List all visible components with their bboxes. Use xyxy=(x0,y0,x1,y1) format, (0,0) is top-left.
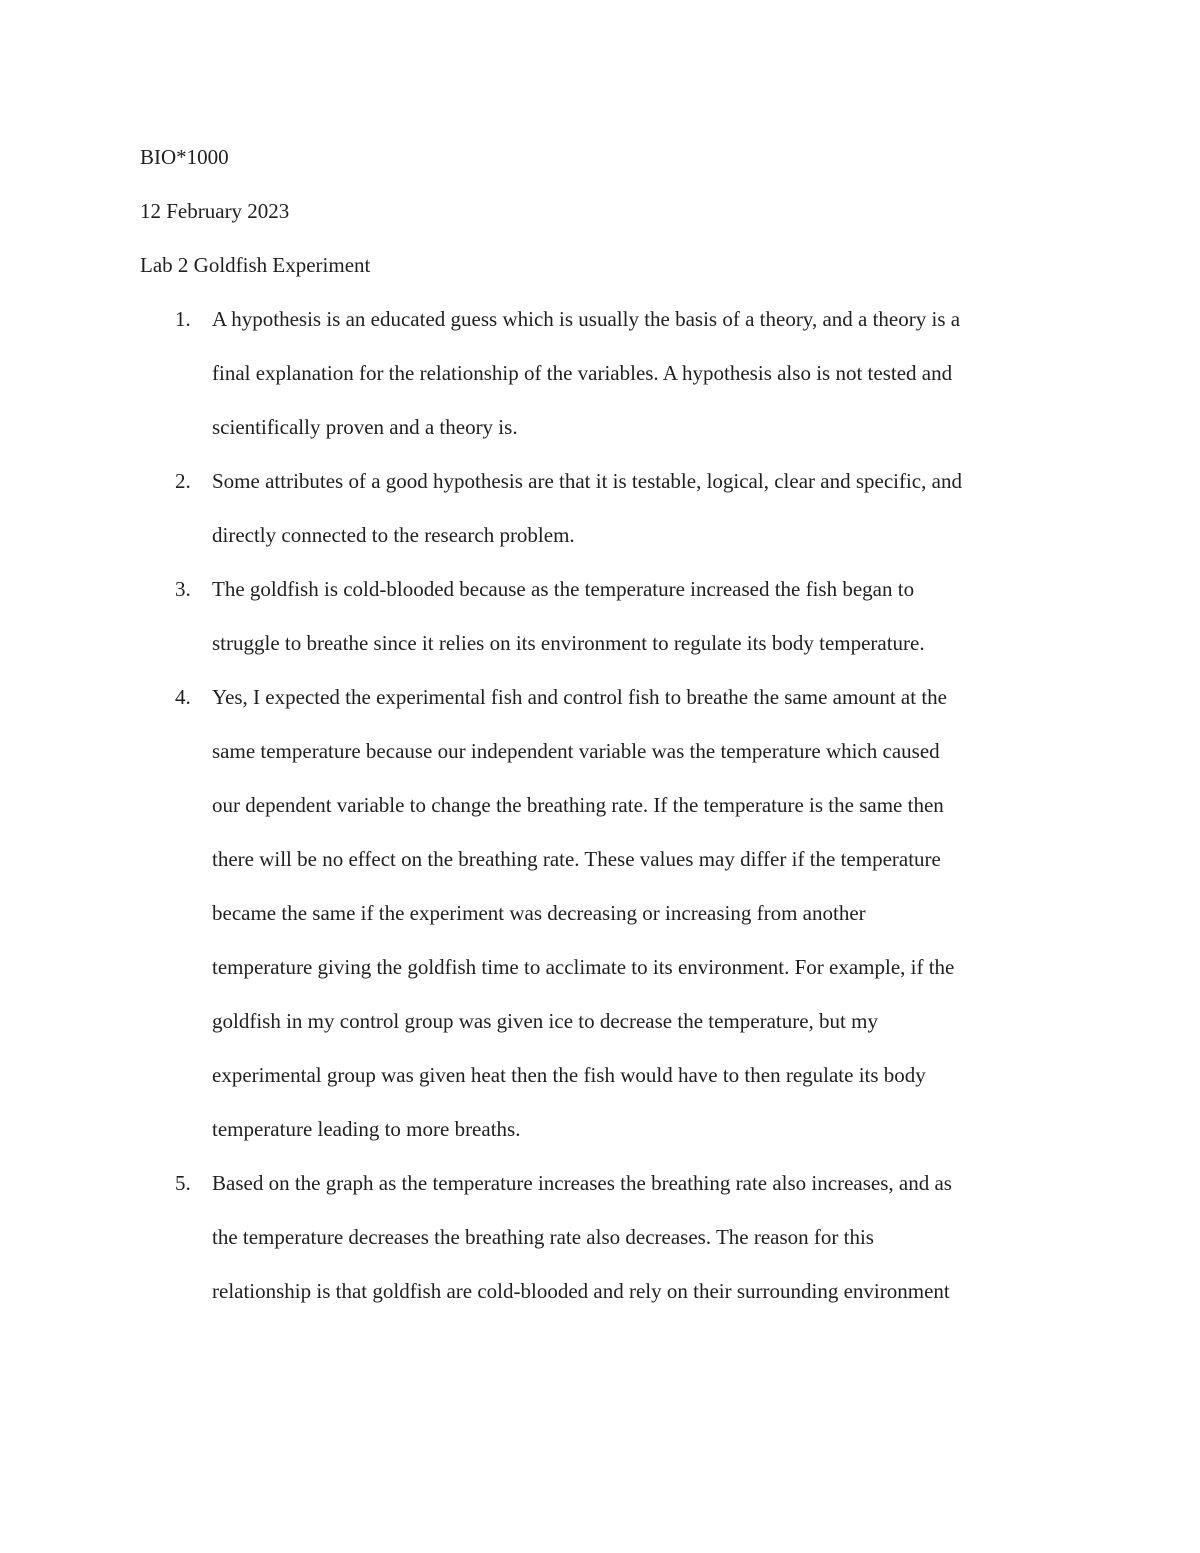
answer-line: temperature leading to more breaths. xyxy=(212,1117,521,1141)
answer-number: 2. xyxy=(175,469,191,493)
answer-line: experimental group was given heat then the fish would have to then regulate its body xyxy=(212,1063,926,1087)
document-date: 12 February 2023 xyxy=(140,199,290,223)
answer-number: 4. xyxy=(175,685,191,709)
answer-line: directly connected to the research problem. xyxy=(212,523,575,547)
answer-line: the temperature decreases the breathing rate also decreases. The reason for this xyxy=(212,1225,874,1249)
answer-line: relationship is that goldfish are cold-blooded and rely on their surrounding environment xyxy=(212,1279,950,1303)
answer-list xyxy=(140,292,1060,1318)
answer-line: Yes, I expected the experimental fish and control fish to breathe the same amount at the xyxy=(212,685,947,709)
answer-line: Some attributes of a good hypothesis are that it is testable, logical, clear and specific, and xyxy=(212,469,962,493)
answer-item-3 xyxy=(140,562,1060,670)
course-code: BIO*1000 xyxy=(140,145,229,169)
answer-line: became the same if the experiment was decreasing or increasing from another xyxy=(212,901,866,925)
answer-number: 1. xyxy=(175,307,191,331)
document-title: Lab 2 Goldfish Experiment xyxy=(140,253,371,277)
answer-line: struggle to breathe since it relies on its environment to regulate its body temperature. xyxy=(212,631,925,655)
answer-line: same temperature because our independent variable was the temperature which caused xyxy=(212,739,940,763)
answer-number: 3. xyxy=(175,577,191,601)
answer-text xyxy=(212,562,1060,670)
answer-line: Based on the graph as the temperature increases the breathing rate also increases, and as xyxy=(212,1171,952,1195)
answer-item-1 xyxy=(140,292,1060,454)
answer-line: A hypothesis is an educated guess which is usually the basis of a theory, and a theory is a xyxy=(212,307,961,331)
answer-text xyxy=(212,1156,1060,1318)
answer-text xyxy=(212,292,1060,454)
answer-item-5 xyxy=(140,1156,1060,1318)
answer-line: final explanation for the relationship of the variables. A hypothesis also is not tested and xyxy=(212,361,953,385)
answer-line: there will be no effect on the breathing rate. These values may differ if the temperature xyxy=(212,847,941,871)
answer-line: temperature giving the goldfish time to acclimate to its environment. For example, if the xyxy=(212,955,955,979)
answer-text xyxy=(212,670,1060,1156)
answer-text xyxy=(212,454,1060,562)
answer-item-4 xyxy=(140,670,1060,1156)
answer-line: our dependent variable to change the breathing rate. If the temperature is the same then xyxy=(212,793,944,817)
answer-line: The goldfish is cold-blooded because as the temperature increased the fish began to xyxy=(212,577,915,601)
answer-line: scientifically proven and a theory is. xyxy=(212,415,518,439)
answer-item-2 xyxy=(140,454,1060,562)
answer-line: goldfish in my control group was given ice to decrease the temperature, but my xyxy=(212,1009,878,1033)
answer-number: 5. xyxy=(175,1171,191,1195)
